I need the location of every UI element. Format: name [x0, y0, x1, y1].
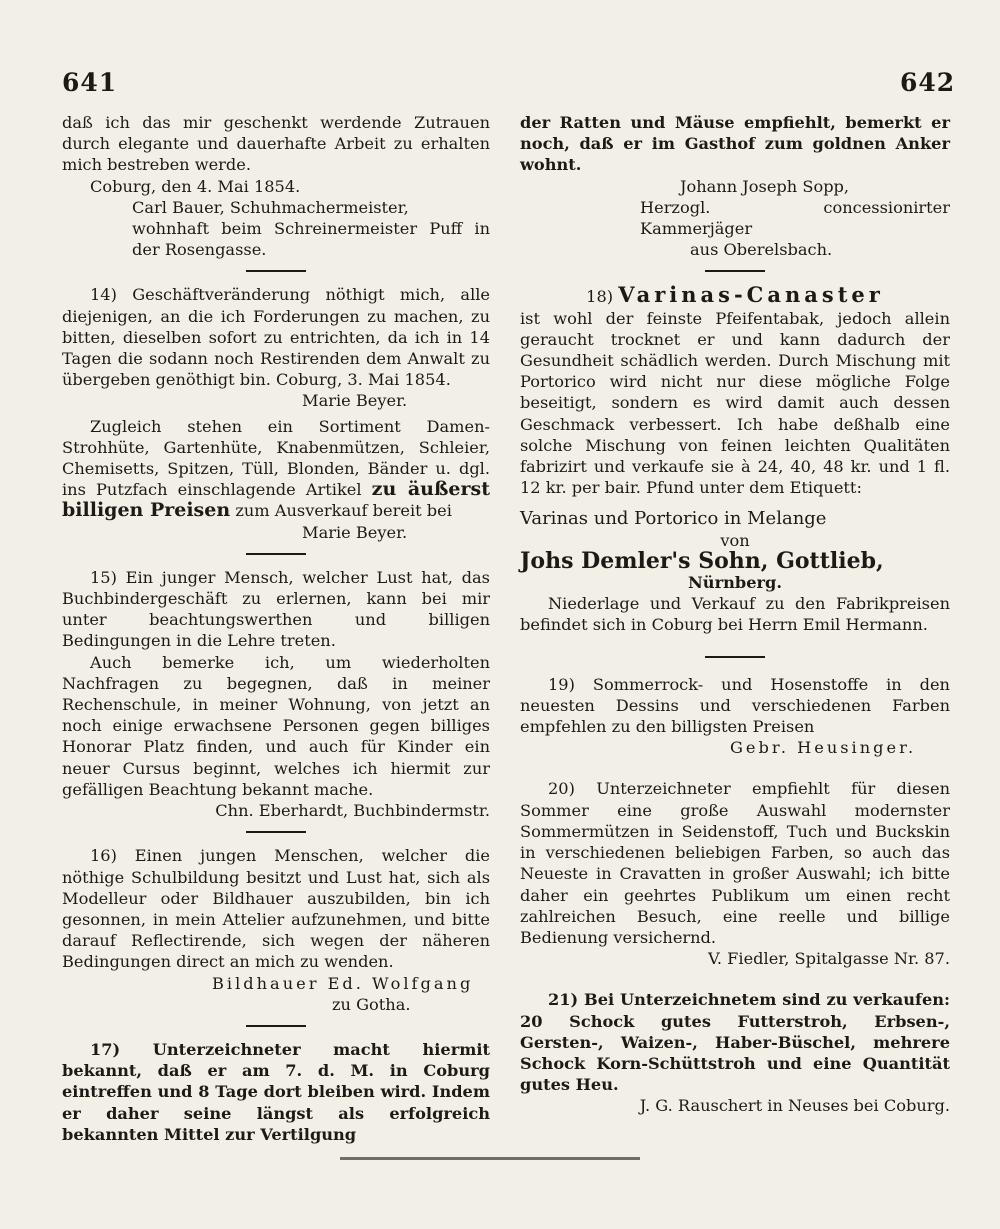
- left-column: [62, 112, 490, 1145]
- ad-14-text-2-c: zum Ausverkauf bereit bei: [235, 501, 452, 521]
- ad-17-text: 17) Unterzeichneter macht hiermit bekannt, daß er am 7. d. M. in Coburg eintreffen und 8 Tage dort bleiben wird. Indem er daher seine längst als erfolgreich bekannten Mittel zur Vertilgung: [62, 1039, 490, 1144]
- ad-18-number: 18): [586, 287, 614, 307]
- ad-18-label-line-2: Johs Demler's Sohn, Gottlieb,: [520, 547, 884, 574]
- page-number-right: 642: [900, 68, 956, 97]
- ad-14-text-2: [62, 416, 490, 522]
- separator-rule: [246, 1025, 306, 1027]
- ad-19-text: 19) Sommerrock- und Hosenstoffe in den neuesten Dessins und verschiedenen Farben empfehlen zu den billigsten Preisen: [520, 674, 950, 737]
- ad-14-text: 14) Geschäftveränderung nöthigt mich, alle diejenigen, an die ich Forderungen zu machen, zu bitten, dieselben sofort zu entrichten, da ich in 14 Tagen die sodann noch Restirenden dem Anwalt zu übergeben genöthigt bin. Coburg, 3. Mai 1854.: [62, 285, 490, 390]
- ad-20-text: 20) Unterzeichneter empfiehlt für diesen Sommer eine große Auswahl modernster Sommermützen in Seidenstoff, Tuch und Buckskin in verschiedenen beliebigen Farben, so auch das Neueste in Cravatten in großer Auswahl; ich bitte daher ein geehrtes Publikum um einen recht zahlreichen Besuch, eine reelle und billige Bedienung versichernd.: [520, 779, 950, 947]
- ad-18-title: Varinas-Canaster: [618, 282, 884, 308]
- ad-15-text-2: Auch bemerke ich, um wiederholten Nachfragen zu begegnen, daß in meiner Rechenschule, in meiner Wohnung, von jetzt an noch einige erwachsene Personen gegen billiges Honorar Platz finden, und auch für Kinder ein neuer Cursus beginnt, welches ich hiermit zur gefälligen Beachtung bekannt mache.: [62, 652, 490, 799]
- ad-17-signature-name: Johann Joseph Sopp,: [680, 176, 850, 196]
- ad-16-text: 16) Einen jungen Menschen, welcher die nöthige Schulbildung besitzt und Lust hat, sich als Modelleur oder Bildhauer auszubilden, bin ich gesonnen, in mein Attelier aufzunehmen, und bitte darauf Reflectirende, sich wegen der näheren Bedingungen direct an mich zu wenden.: [62, 846, 490, 972]
- ad-14-signature: Marie Beyer.: [302, 391, 408, 411]
- intro-text: daß ich das mir geschenkt werdende Zutrauen durch elegante und dauerhafte Arbeit zu erhalten mich bestreben werde.: [62, 113, 490, 175]
- separator-rule: [246, 831, 306, 833]
- ad-15-text: 15) Ein junger Mensch, welcher Lust hat, das Buchbindergeschäft zu erlernen, kann bei mir unter beachtungswerthen und billigen Bedingungen in die Lehre treten.: [62, 567, 490, 651]
- ad-21-signature: J. G. Rauschert in Neuses bei Coburg.: [639, 1096, 950, 1116]
- ad-14-text-2-a: Zugleich stehen ein Sortiment Damen-Strohhüte, Gartenhüte, Knabenmützen, Schleier, Chemisetts, Spitzen, Tüll, Blonden, Bänder u. dgl. ins Putzfach einschlagende Artikel: [62, 416, 490, 500]
- ad-17-signature-place: aus Oberelsbach.: [690, 240, 833, 260]
- separator-rule: [705, 270, 765, 272]
- ad-15-signature: Chn. Eberhardt, Buchbindermstr.: [215, 801, 490, 821]
- ad-16-signature-place: zu Gotha.: [332, 994, 411, 1014]
- ad-17-signature-title: Herzogl. concessionirter Kammerjäger: [640, 197, 950, 239]
- right-column: [520, 112, 950, 1117]
- ad-18-label-line-1: Varinas und Portorico in Melange: [520, 508, 827, 530]
- ad-14-signature-2: Marie Beyer.: [302, 522, 408, 542]
- separator-rule: [246, 553, 306, 555]
- footer-rule: [340, 1157, 640, 1160]
- ad-17-continuation: der Ratten und Mäuse empfiehlt, bemerkt er noch, daß er im Gasthof zum goldnen Anker wohnt.: [520, 113, 950, 175]
- ad-19-signature: Gebr. Heusinger.: [730, 738, 917, 758]
- intro-place-date: Coburg, den 4. Mai 1854.: [90, 176, 301, 196]
- ad-18-heading: [520, 284, 950, 307]
- ad-18-label-line-3: Nürnberg.: [688, 573, 782, 593]
- ad-14-emphasis: zu äußerst billigen Preisen: [62, 478, 490, 522]
- ad-18-depot: Niederlage und Verkauf zu den Fabrikpreisen befindet sich in Coburg bei Herrn Emil Hermann.: [520, 594, 950, 635]
- ad-18-text: ist wohl der feinste Pfeifentabak, jedoch allein geraucht trocknet er und kann dadurch der Gesundheit schädlich werden. Durch Mischung mit Portorico wird nicht nur diese mögliche Folge beseitigt, sondern es wird damit auch dessen Geschmack verbessert. Ich habe deßhalb eine solche Mischung von feinen leichten Qualitäten fabrizirt und verkaufe sie à 24, 40, 48 kr. und 1 fl. 12 kr. per bair. Pfund unter dem Etiquett:: [520, 308, 950, 498]
- separator-rule: [705, 656, 765, 658]
- page-number-left: 641: [62, 68, 118, 97]
- separator-rule: [246, 270, 306, 272]
- ad-21-text: 21) Bei Unterzeichnetem sind zu verkaufen: 20 Schock gutes Futterstroh, Erbsen-, Gersten-, Waizen-, Haber-Büschel, mehrere Schock Korn-Schüttstroh und eine Quantität gutes Heu.: [520, 990, 950, 1095]
- ad-20-signature: V. Fiedler, Spitalgasse Nr. 87.: [708, 949, 950, 969]
- ad-16-signature-name: Bildhauer Ed. Wolfgang: [212, 973, 474, 993]
- intro-signature-name: Carl Bauer, Schuhmachermeister,: [132, 197, 409, 217]
- ad-18-label-von: von: [720, 530, 750, 550]
- intro-signature-address: wohnhaft beim Schreinermeister Puff in der Rosengasse.: [132, 219, 490, 260]
